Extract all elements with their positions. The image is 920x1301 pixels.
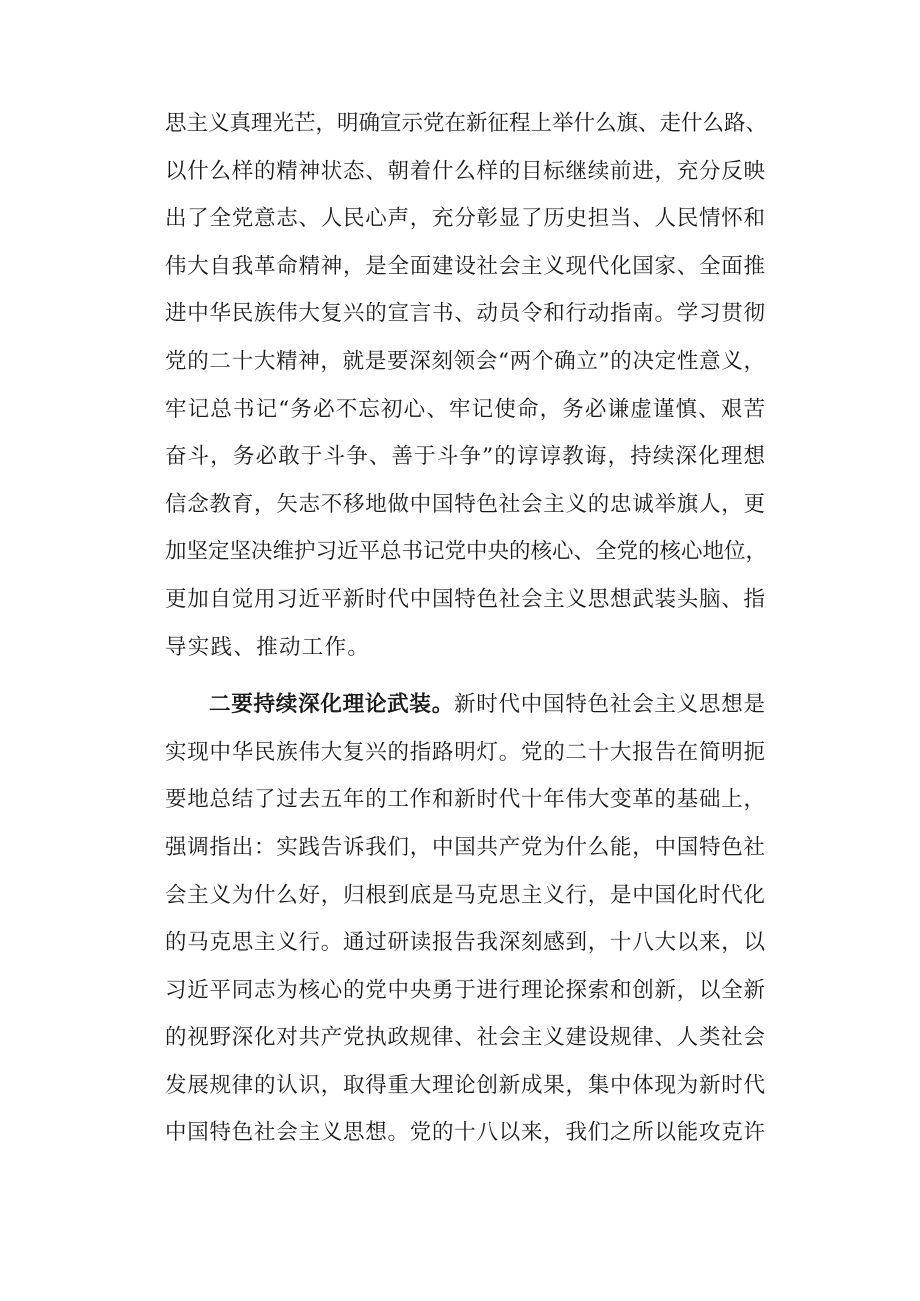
paragraph-line: 思主义真理光芒，明确宣示党在新征程上举什么旗、走什么路、 — [165, 111, 768, 136]
paragraph-first-line — [165, 681, 765, 729]
paragraph-line: 奋斗，务必敢于斗争、善于斗争”的谆谆教诲，持续深化理想 — [165, 444, 765, 470]
paragraph-line: 要地总结了过去五年的工作和新时代十年伟大变革的基础上， — [165, 787, 765, 813]
paragraph-line: 习近平同志为核心的党中央勇于进行理论探索和创新，以全新 — [165, 977, 765, 1003]
paragraph-line: 实现中华民族伟大复兴的指路明灯。党的二十大报告在简明扼 — [165, 739, 765, 765]
paragraph-line: 牢记总书记“务必不忘初心、牢记使命，务必谦虚谨慎、艰苦 — [165, 396, 765, 422]
paragraph-line: 强调指出：实践告诉我们，中国共产党为什么能，中国特色社 — [165, 834, 765, 860]
paragraph-line: 的马克思主义行。通过研读报告我深刻感到，十八大以来，以 — [165, 930, 765, 956]
paragraph-2 — [165, 681, 765, 1157]
paragraph-line: 更加自觉用习近平新时代中国特色社会主义思想武装头脑、指 — [165, 586, 765, 612]
paragraph-line: 会主义为什么好，归根到底是马克思主义行，是中国化时代化 — [165, 882, 765, 908]
section-heading: 二要持续深化理论武装。 — [209, 692, 454, 718]
paragraph-gap — [165, 671, 765, 681]
paragraph-line: 伟大自我革命精神，是全面建设社会主义现代化国家、全面推 — [165, 253, 765, 279]
paragraph-line: 以什么样的精神状态、朝着什么样的目标继续前进，充分反映 — [165, 158, 765, 184]
paragraph-line: 的视野深化对共产党执政规律、社会主义建设规律、人类社会 — [165, 1025, 765, 1051]
paragraph-line: 党的二十大精神，就是要深刻领会“两个确立”的决定性意义， — [165, 348, 765, 374]
paragraph-line: 信念教育，矢志不移地做中国特色社会主义的忠诚举旗人，更 — [165, 491, 765, 517]
paragraph-line: 加坚定坚决维护习近平总书记党中央的核心、全党的核心地位， — [165, 539, 768, 565]
paragraph-line: 导实践、推动工作。 — [165, 634, 371, 660]
paragraph-line: 进中华民族伟大复兴的宣言书、动员令和行动指南。学习贯彻 — [165, 301, 765, 327]
paragraph-1 — [165, 100, 768, 671]
paragraph-line-rest: 新时代中国特色社会主义思想是 — [453, 692, 765, 718]
paragraph-line: 发展规律的认识，取得重大理论创新成果，集中体现为新时代 — [165, 1072, 765, 1098]
paragraph-line: 中国特色社会主义思想。党的十八以来，我们之所以能攻克许 — [165, 1120, 765, 1146]
document-body — [165, 100, 768, 1157]
paragraph-line: 出了全党意志、人民心声，充分彰显了历史担当、人民情怀和 — [165, 206, 765, 232]
